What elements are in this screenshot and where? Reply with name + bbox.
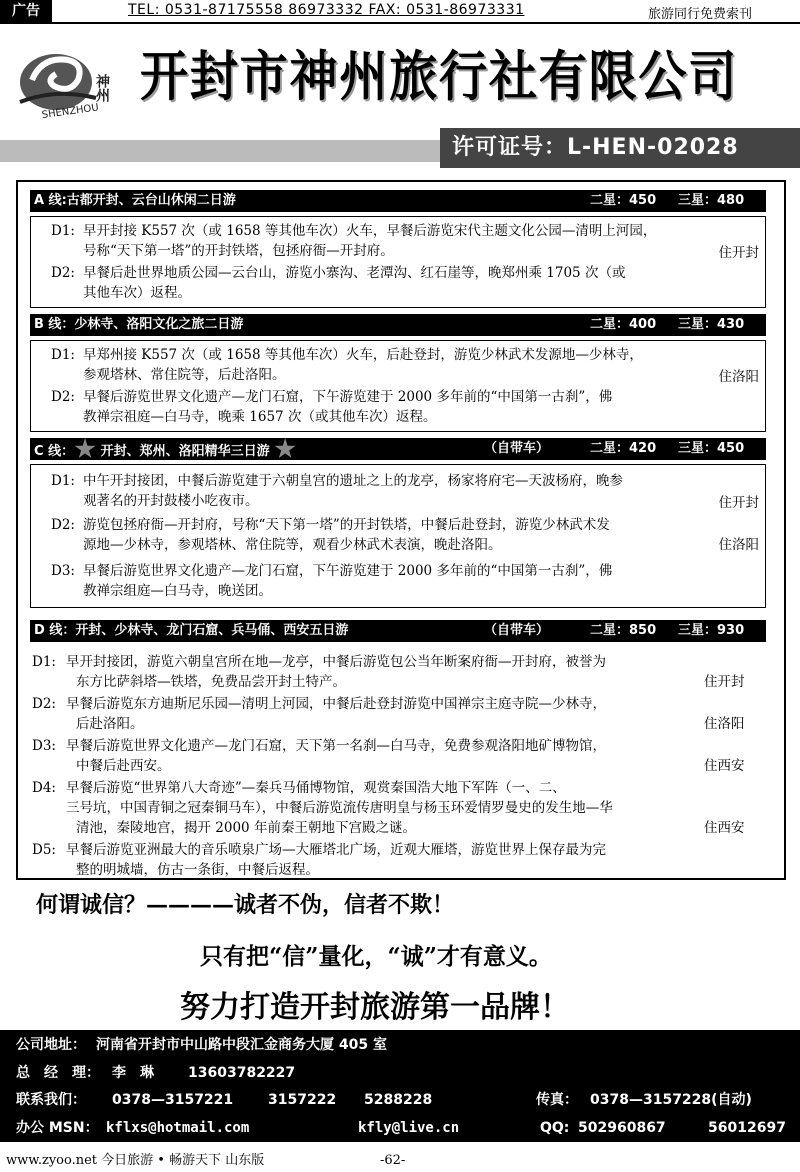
route-a-header	[30, 190, 766, 212]
route-price-2star: 二星：400	[590, 317, 657, 332]
day-label: D1:	[32, 654, 56, 670]
route-price-2star: 二星：450	[590, 193, 657, 208]
msn-1: kflxs@hotmail.com	[106, 1120, 250, 1136]
phone-2: 3157222	[268, 1092, 337, 1108]
route-d-header	[30, 620, 766, 642]
company-name: 开封市神州旅行社有限公司	[140, 45, 739, 108]
qq-label: QQ:	[540, 1120, 570, 1136]
msn-label: 办公 MSN：	[16, 1120, 99, 1136]
company-info	[0, 1030, 800, 1142]
phone-1: 0378—3157221	[112, 1092, 234, 1108]
route-title: B 线：少林寺、洛阳文化之旅二日游	[34, 317, 244, 332]
day-text: 教禅宗组庭—白马寺，晚送团。	[83, 583, 272, 599]
day-text: 游览包拯府衙—开封府，号称“天下第一塔”的开封铁塔，中餐后赴登封，游览少林武术发	[83, 517, 610, 533]
star-icon	[74, 438, 96, 460]
route-c-itinerary	[30, 464, 766, 608]
day-text: 早餐后赴世界地质公园—云台山，游览小寨沟、老潭沟、红石崖等，晚郑州乘 1705 次（或	[83, 265, 626, 281]
day-label: D1:	[51, 347, 75, 363]
route-c-header	[30, 438, 766, 460]
day-text: 中午开封接团，中餐后游览建于六朝皇宫的遗址之上的龙亭，杨家将府宅—天波杨府，晚参	[83, 473, 623, 489]
logo-chars: 神州	[94, 74, 110, 102]
route-title: D 线：开封、少林寺、龙门石窟、兵马俑、西安五日游	[34, 623, 349, 638]
day-stay: 住开封	[704, 674, 745, 690]
license-bar-stripe	[0, 140, 440, 162]
day-label: D4:	[32, 780, 56, 796]
license-bar	[0, 128, 800, 168]
route-a-itinerary	[30, 216, 766, 308]
day-text: 清池，秦陵地宫，揭开 2000 年前秦王朝地下宫殿之谜。	[76, 820, 416, 836]
day-text: 整的明城墙，仿古一条街，中餐后返程。	[76, 862, 319, 878]
fax: 0378—3157228(自动)	[590, 1092, 752, 1108]
day-text: 号称“天下第一塔”的开封铁塔，包拯府衙—开封府。	[83, 243, 394, 259]
qq-2: 56012697	[708, 1120, 786, 1136]
logo-text: SHENZHOU	[41, 102, 100, 120]
route-price-3star: 三星：450	[678, 441, 745, 456]
day-stay: 住西安	[704, 820, 745, 836]
route-b-itinerary	[30, 340, 766, 432]
address-label: 公司地址：	[16, 1037, 86, 1053]
day-stay: 住开封	[718, 495, 759, 511]
qq-1: 502960867	[578, 1120, 666, 1136]
route-title: A 线:古都开封、云台山休闲二日游	[34, 193, 236, 208]
day-text: 观著名的开封鼓楼小吃夜市。	[83, 493, 259, 509]
day-stay: 住西安	[704, 758, 745, 774]
address: 河南省开封市中山路中段汇金商务大厦 405 室	[96, 1037, 387, 1053]
license-number: 许可证号：L-HEN-02028	[440, 128, 800, 168]
manager-label: 总 经 理：	[16, 1065, 100, 1081]
day-text: 早餐后游览亚洲最大的音乐喷泉广场—大雁塔北广场，近观大雁塔，游览世界上保存最为完	[66, 842, 606, 858]
day-label: D1:	[51, 473, 75, 489]
day-label: D3:	[32, 738, 56, 754]
fax-label: 传真：	[536, 1092, 578, 1108]
route-extra: （自带车）	[484, 623, 550, 638]
msn-row	[0, 1115, 800, 1141]
day-text: 其他车次）返程。	[83, 285, 191, 301]
top-bar	[0, 0, 800, 24]
manager-phone: 13603782227	[188, 1065, 296, 1081]
day-text: 早餐后游览东方迪斯尼乐园—清明上河园，中餐后赴登封游览中国禅宗主庭寺院—少林寺，	[66, 696, 606, 712]
route-price-3star: 三星：930	[678, 623, 745, 638]
day-stay: 住洛阳	[718, 537, 759, 553]
day-text: 三号坑，中国青铜之冠秦铜马车），中餐后游览流传唐明皇与杨玉环爱情罗曼史的发生地—华	[66, 800, 613, 816]
company-logo	[12, 38, 138, 120]
slogan-brand: 努力打造开封旅游第一品牌！	[180, 990, 570, 1025]
day-label: D2:	[32, 696, 56, 712]
address-row	[0, 1032, 800, 1058]
footer-site: www.zyoo.net 今日旅游 • 畅游天下 山东版	[6, 1153, 265, 1168]
route-extra: （自带车）	[484, 441, 550, 456]
day-text: 早郑州接 K557 次（或 1658 等其他车次）火车，后赴登封，游览少林武术发源地—少林寺，	[83, 347, 643, 363]
route-price-2star: 二星：850	[590, 623, 657, 638]
manager-row	[0, 1060, 800, 1086]
day-text: 源地—少林寺，参观塔林、常住院等，观看少林武术表演，晚赴洛阳。	[83, 537, 502, 553]
route-title-prefix: C 线：	[34, 444, 75, 459]
day-text: 早餐后游览世界文化遗产—龙门石窟，天下第一名刹—白马寺，免费参观洛阳地矿博物馆，	[66, 738, 606, 754]
manager-name: 李 琳	[112, 1065, 154, 1081]
day-stay: 住洛阳	[718, 369, 759, 385]
route-title-group	[34, 438, 296, 463]
contact-row	[0, 1087, 800, 1113]
day-label: D2:	[51, 517, 75, 533]
page-number: -62-	[380, 1153, 406, 1168]
day-text: 教禅宗祖庭—白马寺，晚乘 1657 次（或其他车次）返程。	[83, 409, 437, 425]
route-price-3star: 三星：430	[678, 317, 745, 332]
footer	[0, 1150, 800, 1172]
route-price-2star: 二星：420	[590, 441, 657, 456]
ad-tag: 广告	[0, 0, 52, 22]
day-text: 后赴洛阳。	[76, 716, 144, 732]
top-contact: TEL: 0531-87175558 86973332 FAX: 0531-86973331	[128, 2, 525, 18]
msn-2: kfly@live.cn	[358, 1120, 460, 1136]
day-stay: 住开封	[718, 245, 759, 261]
day-label: D3:	[51, 563, 75, 579]
contact-label: 联系我们：	[16, 1092, 86, 1108]
route-b-header	[30, 314, 766, 336]
day-text: 早开封接团，游览六朝皇宫所在地—龙亭，中餐后游览包公当年断案府衙—开封府，被誉为	[66, 654, 606, 670]
slogan-quantify: 只有把“信”量化，“诚”才有意义。	[200, 943, 552, 970]
day-text: 早餐后游览世界文化遗产—龙门石窟，下午游览建于 2000 多年前的“中国第一古刹”，佛	[83, 563, 613, 579]
day-label: D2:	[51, 265, 75, 281]
day-text: 早餐后游览“世界第八大奇迹”—秦兵马俑博物馆，观赏秦国浩大地下军阵（一、二、	[66, 780, 566, 796]
day-label: D5:	[32, 842, 56, 858]
day-text: 参观塔林、常住院等，后赴洛阳。	[83, 367, 286, 383]
top-slogan: 旅游同行免费索刊	[648, 7, 753, 22]
day-text: 东方比萨斜塔—铁塔，免费品尝开封土特产。	[76, 674, 346, 690]
day-text: 早餐后游览世界文化遗产—龙门石窟，下午游览建于 2000 多年前的“中国第一古刹”，佛	[83, 389, 613, 405]
slogan-integrity: 何谓诚信？————诚者不伪，信者不欺！	[36, 892, 455, 918]
day-label: D1:	[51, 223, 75, 239]
day-stay: 住洛阳	[704, 716, 745, 732]
route-price-3star: 三星：480	[678, 193, 745, 208]
day-text: 中餐后赴西安。	[76, 758, 171, 774]
route-title: 开封、郑州、洛阳精华三日游	[100, 444, 270, 459]
phone-3: 5288228	[364, 1092, 433, 1108]
star-icon	[274, 438, 296, 460]
day-label: D2:	[51, 389, 75, 405]
day-text: 早开封接 K557 次（或 1658 等其他车次）火车，早餐后游览宋代主题文化公园—清明上河园，	[83, 223, 657, 239]
